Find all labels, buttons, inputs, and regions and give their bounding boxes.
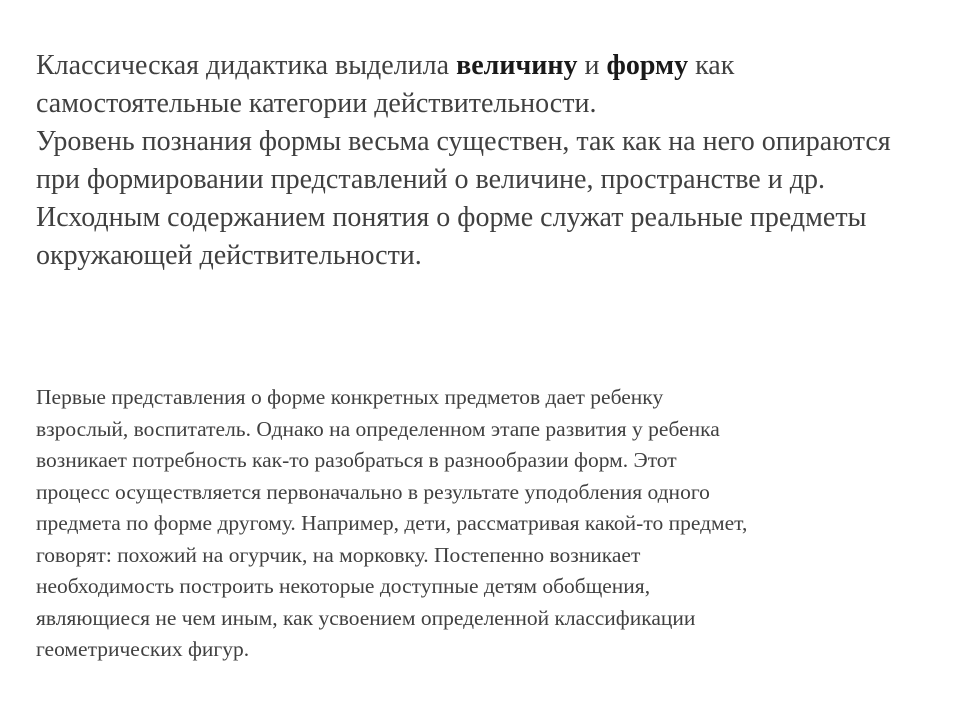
paragraph-didactics-conjunction: и bbox=[577, 50, 607, 81]
bold-term-form: форму bbox=[606, 50, 689, 81]
secondary-line: возникает потребность как-то разобраться в разнообразии форм. Этот bbox=[36, 448, 677, 472]
secondary-line: Первые представления о форме конкретных предметов дает ребенку bbox=[36, 385, 664, 409]
paragraph-form-level: Уровень познания формы весьма существен, так как на него опираются при формировании представлений о величине, пространстве и др. bbox=[36, 126, 891, 195]
main-text-block bbox=[36, 47, 926, 275]
secondary-line: геометрических фигур. bbox=[36, 637, 250, 661]
secondary-line: необходимость построить некоторые доступные детям обобщения, bbox=[36, 574, 651, 598]
secondary-line: предмета по форме другому. Например, дети, рассматривая какой-то предмет, bbox=[36, 511, 748, 535]
secondary-line: взрослый, воспитатель. Однако на определенном этапе развития у ребенка bbox=[36, 416, 720, 441]
paragraph-didactics-start: Классическая дидактика выделила bbox=[36, 50, 457, 81]
paragraph-form-content: Исходным содержанием понятия о форме служат реальные предметы окружающей действительности. bbox=[36, 202, 867, 271]
secondary-text-block bbox=[36, 382, 936, 666]
secondary-line: говорят: похожий на огурчик, на морковку. Постепенно возникает bbox=[36, 542, 641, 567]
paragraph-didactics-end: как самостоятельные категории действительности. bbox=[36, 50, 735, 119]
secondary-line: процесс осуществляется первоначально в результате уподобления одного bbox=[36, 479, 710, 504]
bold-term-magnitude: величину bbox=[456, 50, 578, 81]
paragraph-didactics bbox=[36, 47, 926, 123]
secondary-line: являющиеся не чем иным, как усвоением определенной классификации bbox=[36, 605, 696, 630]
